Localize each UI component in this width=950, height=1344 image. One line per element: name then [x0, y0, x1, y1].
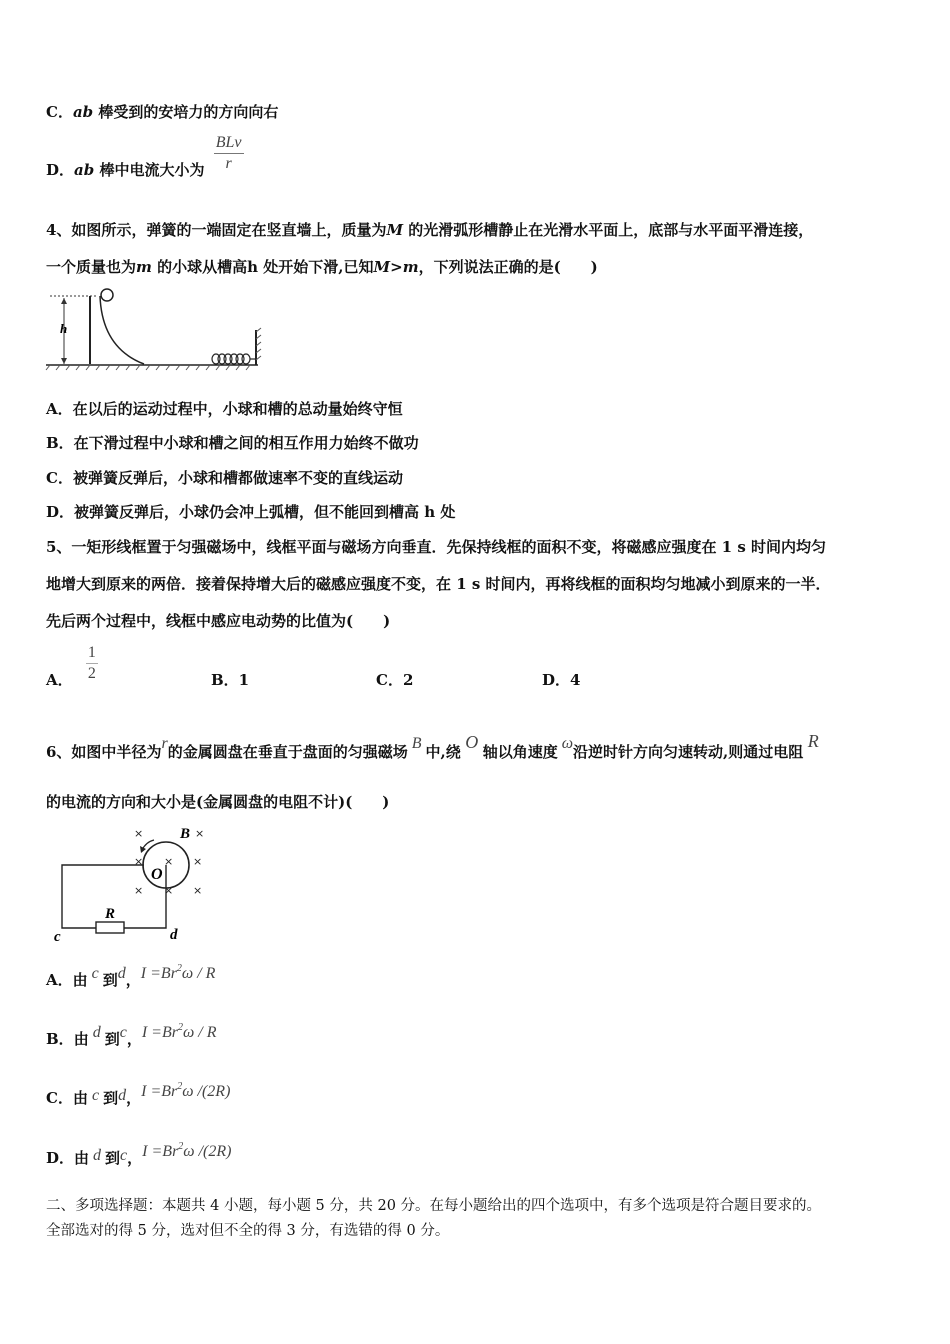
svg-text:×: × [193, 855, 203, 868]
q4-option-b: B．在下滑过程中小球和槽之间的相互作用力始终不做功 [46, 434, 419, 452]
q5-fraction: $\frac{1}{2}$ [87, 643, 96, 682]
point-d-label: d [170, 927, 178, 943]
q5-stem-line1: 5、一矩形线框置于匀强磁场中，线框平面与磁场方向垂直．先保持线框的面积不变，将磁感应强度在 1 s 时间内均匀 [46, 538, 826, 556]
svg-text:×: × [164, 855, 174, 868]
q5-option-c: C．2 [376, 671, 414, 689]
svg-text:×: × [134, 884, 144, 897]
resistor-R-label: R [105, 906, 116, 922]
h-label: h [60, 321, 68, 336]
ball [101, 289, 113, 301]
svg-text:×: × [134, 827, 144, 840]
axis-O-label: O [151, 866, 163, 883]
q4-option-c: C．被弹簧反弹后，小球和槽都做速率不变的直线运动 [46, 469, 403, 487]
q6-stem-line1: 6、如图中半径为r的金属圆盘在垂直于盘面的匀强磁场 B 中,绕 O 轴以角速度 ω沿逆时针方向匀速转动,则通过电阻 R [46, 731, 819, 761]
q5-option-a: A． $\frac{1}{2}$ [46, 643, 96, 689]
svg-text:×: × [195, 827, 205, 840]
q6-disk-circuit-figure [50, 822, 220, 944]
q4-option-d: D．被弹簧反弹后，小球仍会冲上弧槽，但不能回到槽高 h 处 [46, 503, 456, 521]
q6-option-d: D．由 d 到c，$I =Br^2\omega$ /(2R) [46, 1141, 232, 1167]
q6-option-a: A．由 c 到d，$I =Br^2\omega / R$ [46, 963, 216, 989]
q4-stem-line2: 一个质量也为m 的小球从槽高h 处开始下滑,已知M>m，下列说法正确的是( ) [46, 258, 598, 276]
q5-stem-line2: 地增大到原来的两倍．接着保持增大后的磁感应强度不变，在 1 s 时间内，再将线框的面积均匀地减小到原来的一半． [46, 575, 831, 593]
point-c-label: c [54, 929, 61, 944]
q6-stem-line2: 的电流的方向和大小是(金属圆盘的电阻不计)( ) [46, 793, 390, 811]
svg-text:×: × [193, 884, 203, 897]
svg-text:×: × [164, 884, 174, 897]
section2-header-line2: 全部选对的得 5 分，选对但不全的得 3 分，有选错的得 0 分。 [46, 1223, 450, 1239]
q3-option-c: C．ab 棒受到的安培力的方向向右 [46, 103, 279, 121]
q4-groove-figure [44, 286, 266, 372]
q5-stem-line3: 先后两个过程中，线框中感应电动势的比值为( ) [46, 612, 391, 630]
q5-option-b: B．1 [211, 671, 250, 689]
field-B-label: B [180, 826, 191, 842]
q4-stem-line1: 4、如图所示，弹簧的一端固定在竖直墙上，质量为M 的光滑弧形槽静止在光滑水平面上，底部与水平面平滑连接， [46, 221, 814, 239]
q4-option-a: A．在以后的运动过程中，小球和槽的总动量始终守恒 [46, 400, 403, 418]
q3-option-d: D．ab 棒中电流大小为 $\frac{\text{BLv}}{r}$ [46, 133, 242, 179]
section2-header-line1: 二、多项选择题：本题共 4 小题，每小题 5 分，共 20 分。在每小题给出的四个选项中，有多个选项是符合题目要求的。 [46, 1198, 822, 1214]
q6-option-c: C．由 c 到d，$I =Br^2\omega$ /(2R) [46, 1081, 231, 1107]
spring [212, 354, 255, 364]
q5-option-d: D．4 [542, 671, 581, 689]
q6-option-b: B．由 d 到c，$I =Br^2\omega / R$ [46, 1022, 217, 1048]
resistor [96, 922, 124, 933]
q3-fraction: $\frac{\text{BLv}}{r}$ [215, 133, 242, 172]
svg-text:×: × [134, 855, 144, 868]
